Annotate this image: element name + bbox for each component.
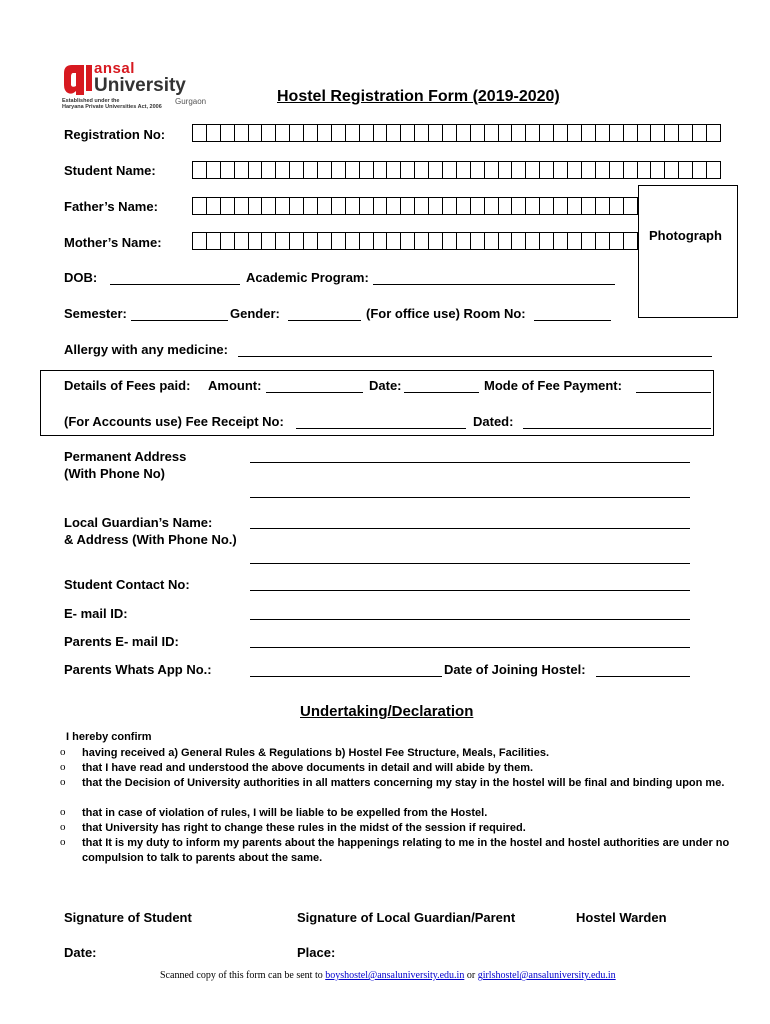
student-name-label: Student Name: xyxy=(64,163,156,178)
character-box[interactable] xyxy=(345,124,359,142)
character-box[interactable] xyxy=(359,161,373,179)
character-box[interactable] xyxy=(373,197,387,215)
dated-field[interactable] xyxy=(523,428,711,429)
character-box[interactable] xyxy=(275,124,289,142)
character-box[interactable] xyxy=(373,232,387,250)
dated-label: Dated: xyxy=(473,414,514,429)
character-box[interactable] xyxy=(261,124,275,142)
photograph-label: Photograph xyxy=(649,228,722,243)
character-box[interactable] xyxy=(595,232,609,250)
warden-signature-label: Hostel Warden xyxy=(576,910,667,925)
academic-program-field[interactable] xyxy=(373,284,615,285)
character-box[interactable] xyxy=(511,124,525,142)
guardian-signature-label: Signature of Local Guardian/Parent xyxy=(297,910,516,925)
semester-label: Semester: xyxy=(64,306,127,321)
character-box[interactable] xyxy=(289,124,303,142)
bullet-icon: o xyxy=(60,821,66,833)
character-box[interactable] xyxy=(511,232,525,250)
character-box[interactable] xyxy=(206,197,220,215)
gender-label: Gender: xyxy=(230,306,280,321)
character-box[interactable] xyxy=(261,197,275,215)
declaration-item: that the Decision of University authorities in all matters concerning my stay in the hostel will be final and binding upon me. xyxy=(82,777,725,789)
character-box[interactable] xyxy=(400,124,414,142)
mothers-name-label: Mother’s Name: xyxy=(64,235,162,250)
semester-field[interactable] xyxy=(131,320,228,321)
character-box[interactable] xyxy=(331,161,345,179)
email-field[interactable] xyxy=(250,619,690,620)
character-box[interactable] xyxy=(289,197,303,215)
character-box[interactable] xyxy=(539,124,553,142)
logo-brand-bottom: University xyxy=(94,75,186,96)
character-box[interactable] xyxy=(678,161,692,179)
student-contact-label: Student Contact No: xyxy=(64,577,190,592)
photograph-box[interactable] xyxy=(638,185,738,318)
bullet-icon: o xyxy=(60,761,66,773)
character-box[interactable] xyxy=(484,124,498,142)
character-box[interactable] xyxy=(206,232,220,250)
character-box[interactable] xyxy=(567,124,581,142)
character-box[interactable] xyxy=(567,161,581,179)
character-box[interactable] xyxy=(637,124,651,142)
character-box[interactable] xyxy=(317,197,331,215)
bullet-icon: o xyxy=(60,806,66,818)
character-box[interactable] xyxy=(192,124,206,142)
character-box[interactable] xyxy=(248,124,262,142)
character-box[interactable] xyxy=(345,161,359,179)
fees-date-label: Date: xyxy=(369,378,402,393)
character-box[interactable] xyxy=(637,161,651,179)
character-box[interactable] xyxy=(220,161,234,179)
date-of-joining-field[interactable] xyxy=(596,676,690,677)
character-box[interactable] xyxy=(553,197,567,215)
fees-date-field[interactable] xyxy=(404,392,479,393)
local-guardian-sublabel: & Address (With Phone No.) xyxy=(64,532,237,547)
registration-no-label: Registration No: xyxy=(64,127,166,142)
character-box[interactable] xyxy=(192,161,206,179)
character-box[interactable] xyxy=(692,124,706,142)
character-box[interactable] xyxy=(442,124,456,142)
character-box[interactable] xyxy=(595,161,609,179)
character-box[interactable] xyxy=(456,124,470,142)
amount-label: Amount: xyxy=(208,378,262,393)
student-signature-label: Signature of Student xyxy=(64,910,192,925)
character-box[interactable] xyxy=(234,161,248,179)
fathers-name-boxes[interactable] xyxy=(192,197,665,215)
character-box[interactable] xyxy=(414,232,428,250)
character-box[interactable] xyxy=(484,232,498,250)
character-box[interactable] xyxy=(553,232,567,250)
character-box[interactable] xyxy=(331,197,345,215)
signature-place-label: Place: xyxy=(297,945,336,960)
mode-of-payment-label: Mode of Fee Payment: xyxy=(484,378,622,393)
receipt-no-label: (For Accounts use) Fee Receipt No: xyxy=(64,414,284,429)
bullet-icon: o xyxy=(60,746,66,758)
character-box[interactable] xyxy=(414,197,428,215)
declaration-item: that in case of violation of rules, I will be liable to be expelled from the Hostel. xyxy=(82,807,488,819)
character-box[interactable] xyxy=(678,124,692,142)
character-box[interactable] xyxy=(456,161,470,179)
fees-details-label: Details of Fees paid: xyxy=(64,378,191,393)
character-box[interactable] xyxy=(525,161,539,179)
character-box[interactable] xyxy=(498,197,512,215)
character-box[interactable] xyxy=(498,161,512,179)
character-box[interactable] xyxy=(275,232,289,250)
local-guardian-label: Local Guardian’s Name: xyxy=(64,515,213,530)
mode-of-payment-field[interactable] xyxy=(636,392,711,393)
character-box[interactable] xyxy=(650,161,664,179)
character-box[interactable] xyxy=(511,161,525,179)
character-box[interactable] xyxy=(400,161,414,179)
local-guardian-line-1[interactable] xyxy=(250,528,690,529)
character-box[interactable] xyxy=(664,124,678,142)
character-box[interactable] xyxy=(248,197,262,215)
logo-mark-icon xyxy=(62,61,92,97)
character-box[interactable] xyxy=(498,124,512,142)
character-box[interactable] xyxy=(595,197,609,215)
character-box[interactable] xyxy=(359,232,373,250)
character-box[interactable] xyxy=(428,197,442,215)
character-box[interactable] xyxy=(664,161,678,179)
local-guardian-line-2[interactable] xyxy=(250,563,690,564)
character-box[interactable] xyxy=(525,232,539,250)
character-box[interactable] xyxy=(581,124,595,142)
character-box[interactable] xyxy=(317,161,331,179)
parents-email-label: Parents E- mail ID: xyxy=(64,634,179,649)
bullet-icon: o xyxy=(60,776,66,788)
character-box[interactable] xyxy=(220,124,234,142)
character-box[interactable] xyxy=(456,197,470,215)
character-box[interactable] xyxy=(206,124,220,142)
character-box[interactable] xyxy=(359,197,373,215)
parents-email-field[interactable] xyxy=(250,647,690,648)
character-box[interactable] xyxy=(400,197,414,215)
character-box[interactable] xyxy=(525,197,539,215)
character-box[interactable] xyxy=(220,232,234,250)
form-title: Hostel Registration Form (2019-2020) xyxy=(277,88,560,105)
gender-field[interactable] xyxy=(288,320,361,321)
character-box[interactable] xyxy=(192,197,206,215)
character-box[interactable] xyxy=(303,161,317,179)
character-box[interactable] xyxy=(345,197,359,215)
character-box[interactable] xyxy=(414,124,428,142)
character-box[interactable] xyxy=(539,197,553,215)
character-box[interactable] xyxy=(456,232,470,250)
character-box[interactable] xyxy=(539,232,553,250)
character-box[interactable] xyxy=(609,197,623,215)
character-box[interactable] xyxy=(553,124,567,142)
declaration-item: having received a) General Rules & Regulations b) Hostel Fee Structure, Meals, Facilities. xyxy=(82,747,550,759)
parents-whatsapp-label: Parents Whats App No.: xyxy=(64,662,212,677)
logo-location: Gurgaon xyxy=(175,97,207,106)
character-box[interactable] xyxy=(303,232,317,250)
character-box[interactable] xyxy=(623,161,637,179)
dob-field[interactable] xyxy=(110,284,240,285)
character-box[interactable] xyxy=(567,232,581,250)
mothers-name-boxes[interactable] xyxy=(192,232,665,250)
logo-tagline-2: Haryana Private Universities Act, 2006 xyxy=(62,104,162,110)
parents-whatsapp-field[interactable] xyxy=(250,676,442,677)
declaration-item: that I have read and understood the above documents in detail and will abide by them. xyxy=(82,762,534,774)
character-box[interactable] xyxy=(484,161,498,179)
dob-label: DOB: xyxy=(64,270,98,285)
character-box[interactable] xyxy=(261,232,275,250)
character-box[interactable] xyxy=(289,161,303,179)
declaration-item: that University has right to change these rules in the midst of the session if required. xyxy=(82,822,526,834)
character-box[interactable] xyxy=(248,161,262,179)
allergy-field[interactable] xyxy=(238,356,712,357)
character-box[interactable] xyxy=(386,124,400,142)
character-box[interactable] xyxy=(498,232,512,250)
character-box[interactable] xyxy=(553,161,567,179)
footer-or: or xyxy=(466,970,476,981)
character-box[interactable] xyxy=(345,232,359,250)
character-box[interactable] xyxy=(261,161,275,179)
character-box[interactable] xyxy=(331,124,345,142)
receipt-no-field[interactable] xyxy=(296,428,466,429)
character-box[interactable] xyxy=(692,161,706,179)
character-box[interactable] xyxy=(581,197,595,215)
declaration-heading: Undertaking/Declaration xyxy=(300,703,474,720)
character-box[interactable] xyxy=(581,232,595,250)
character-box[interactable] xyxy=(595,124,609,142)
character-box[interactable] xyxy=(650,124,664,142)
character-box[interactable] xyxy=(317,124,331,142)
date-of-joining-label: Date of Joining Hostel: xyxy=(444,662,586,677)
permanent-address-sublabel: (With Phone No) xyxy=(64,466,165,481)
character-box[interactable] xyxy=(609,161,623,179)
character-box[interactable] xyxy=(511,197,525,215)
character-box[interactable] xyxy=(373,124,387,142)
character-box[interactable] xyxy=(359,124,373,142)
character-box[interactable] xyxy=(331,232,345,250)
character-box[interactable] xyxy=(303,197,317,215)
allergy-label: Allergy with any medicine: xyxy=(64,342,228,357)
signature-date-label: Date: xyxy=(64,945,97,960)
fathers-name-label: Father’s Name: xyxy=(64,199,158,214)
character-box[interactable] xyxy=(525,124,539,142)
academic-program-label: Academic Program: xyxy=(246,270,369,285)
character-box[interactable] xyxy=(400,232,414,250)
character-box[interactable] xyxy=(248,232,262,250)
amount-field[interactable] xyxy=(266,392,363,393)
character-box[interactable] xyxy=(428,232,442,250)
bullet-icon: o xyxy=(60,836,66,848)
character-box[interactable] xyxy=(234,197,248,215)
character-box[interactable] xyxy=(220,197,234,215)
character-box[interactable] xyxy=(428,124,442,142)
character-box[interactable] xyxy=(414,161,428,179)
character-box[interactable] xyxy=(706,124,721,142)
declaration-intro: I hereby confirm xyxy=(66,731,152,743)
character-box[interactable] xyxy=(234,124,248,142)
girls-hostel-email-link[interactable]: girlshostel@ansaluniversity.edu.in xyxy=(477,970,616,981)
character-box[interactable] xyxy=(275,161,289,179)
character-box[interactable] xyxy=(484,197,498,215)
character-box[interactable] xyxy=(706,161,721,179)
permanent-address-line-1[interactable] xyxy=(250,462,690,463)
character-box[interactable] xyxy=(623,124,637,142)
character-box[interactable] xyxy=(428,161,442,179)
character-box[interactable] xyxy=(623,197,637,215)
logo-brand-top: ansal xyxy=(94,60,135,77)
character-box[interactable] xyxy=(234,232,248,250)
character-box[interactable] xyxy=(289,232,303,250)
room-no-label: (For office use) Room No: xyxy=(366,306,526,321)
student-name-boxes[interactable] xyxy=(192,161,721,179)
character-box[interactable] xyxy=(275,197,289,215)
character-box[interactable] xyxy=(192,232,206,250)
room-no-field[interactable] xyxy=(534,320,611,321)
student-contact-field[interactable] xyxy=(250,590,690,591)
character-box[interactable] xyxy=(470,124,484,142)
character-box[interactable] xyxy=(442,161,456,179)
permanent-address-line-2[interactable] xyxy=(250,497,690,498)
footer-prefix: Scanned copy of this form can be sent to xyxy=(160,970,323,981)
character-box[interactable] xyxy=(317,232,331,250)
character-box[interactable] xyxy=(609,232,623,250)
character-box[interactable] xyxy=(581,161,595,179)
email-label: E- mail ID: xyxy=(64,606,128,621)
character-box[interactable] xyxy=(442,197,456,215)
character-box[interactable] xyxy=(539,161,553,179)
character-box[interactable] xyxy=(386,232,400,250)
footer-note xyxy=(160,970,616,981)
character-box[interactable] xyxy=(567,197,581,215)
character-box[interactable] xyxy=(386,161,400,179)
registration-no-boxes[interactable] xyxy=(192,124,721,142)
character-box[interactable] xyxy=(623,232,637,250)
character-box[interactable] xyxy=(303,124,317,142)
permanent-address-label: Permanent Address xyxy=(64,449,187,464)
declaration-item: that It is my duty to inform my parents about the happenings relating to me in the hostel and hostel authorities are under no compulsion to talk to parents about the same. xyxy=(82,837,730,864)
character-box[interactable] xyxy=(373,161,387,179)
character-box[interactable] xyxy=(470,197,484,215)
character-box[interactable] xyxy=(442,232,456,250)
boys-hostel-email-link[interactable]: boyshostel@ansaluniversity.edu.in xyxy=(325,970,465,981)
character-box[interactable] xyxy=(609,124,623,142)
logo-tagline-1: Established under the xyxy=(62,98,120,104)
character-box[interactable] xyxy=(470,232,484,250)
character-box[interactable] xyxy=(470,161,484,179)
character-box[interactable] xyxy=(206,161,220,179)
character-box[interactable] xyxy=(386,197,400,215)
